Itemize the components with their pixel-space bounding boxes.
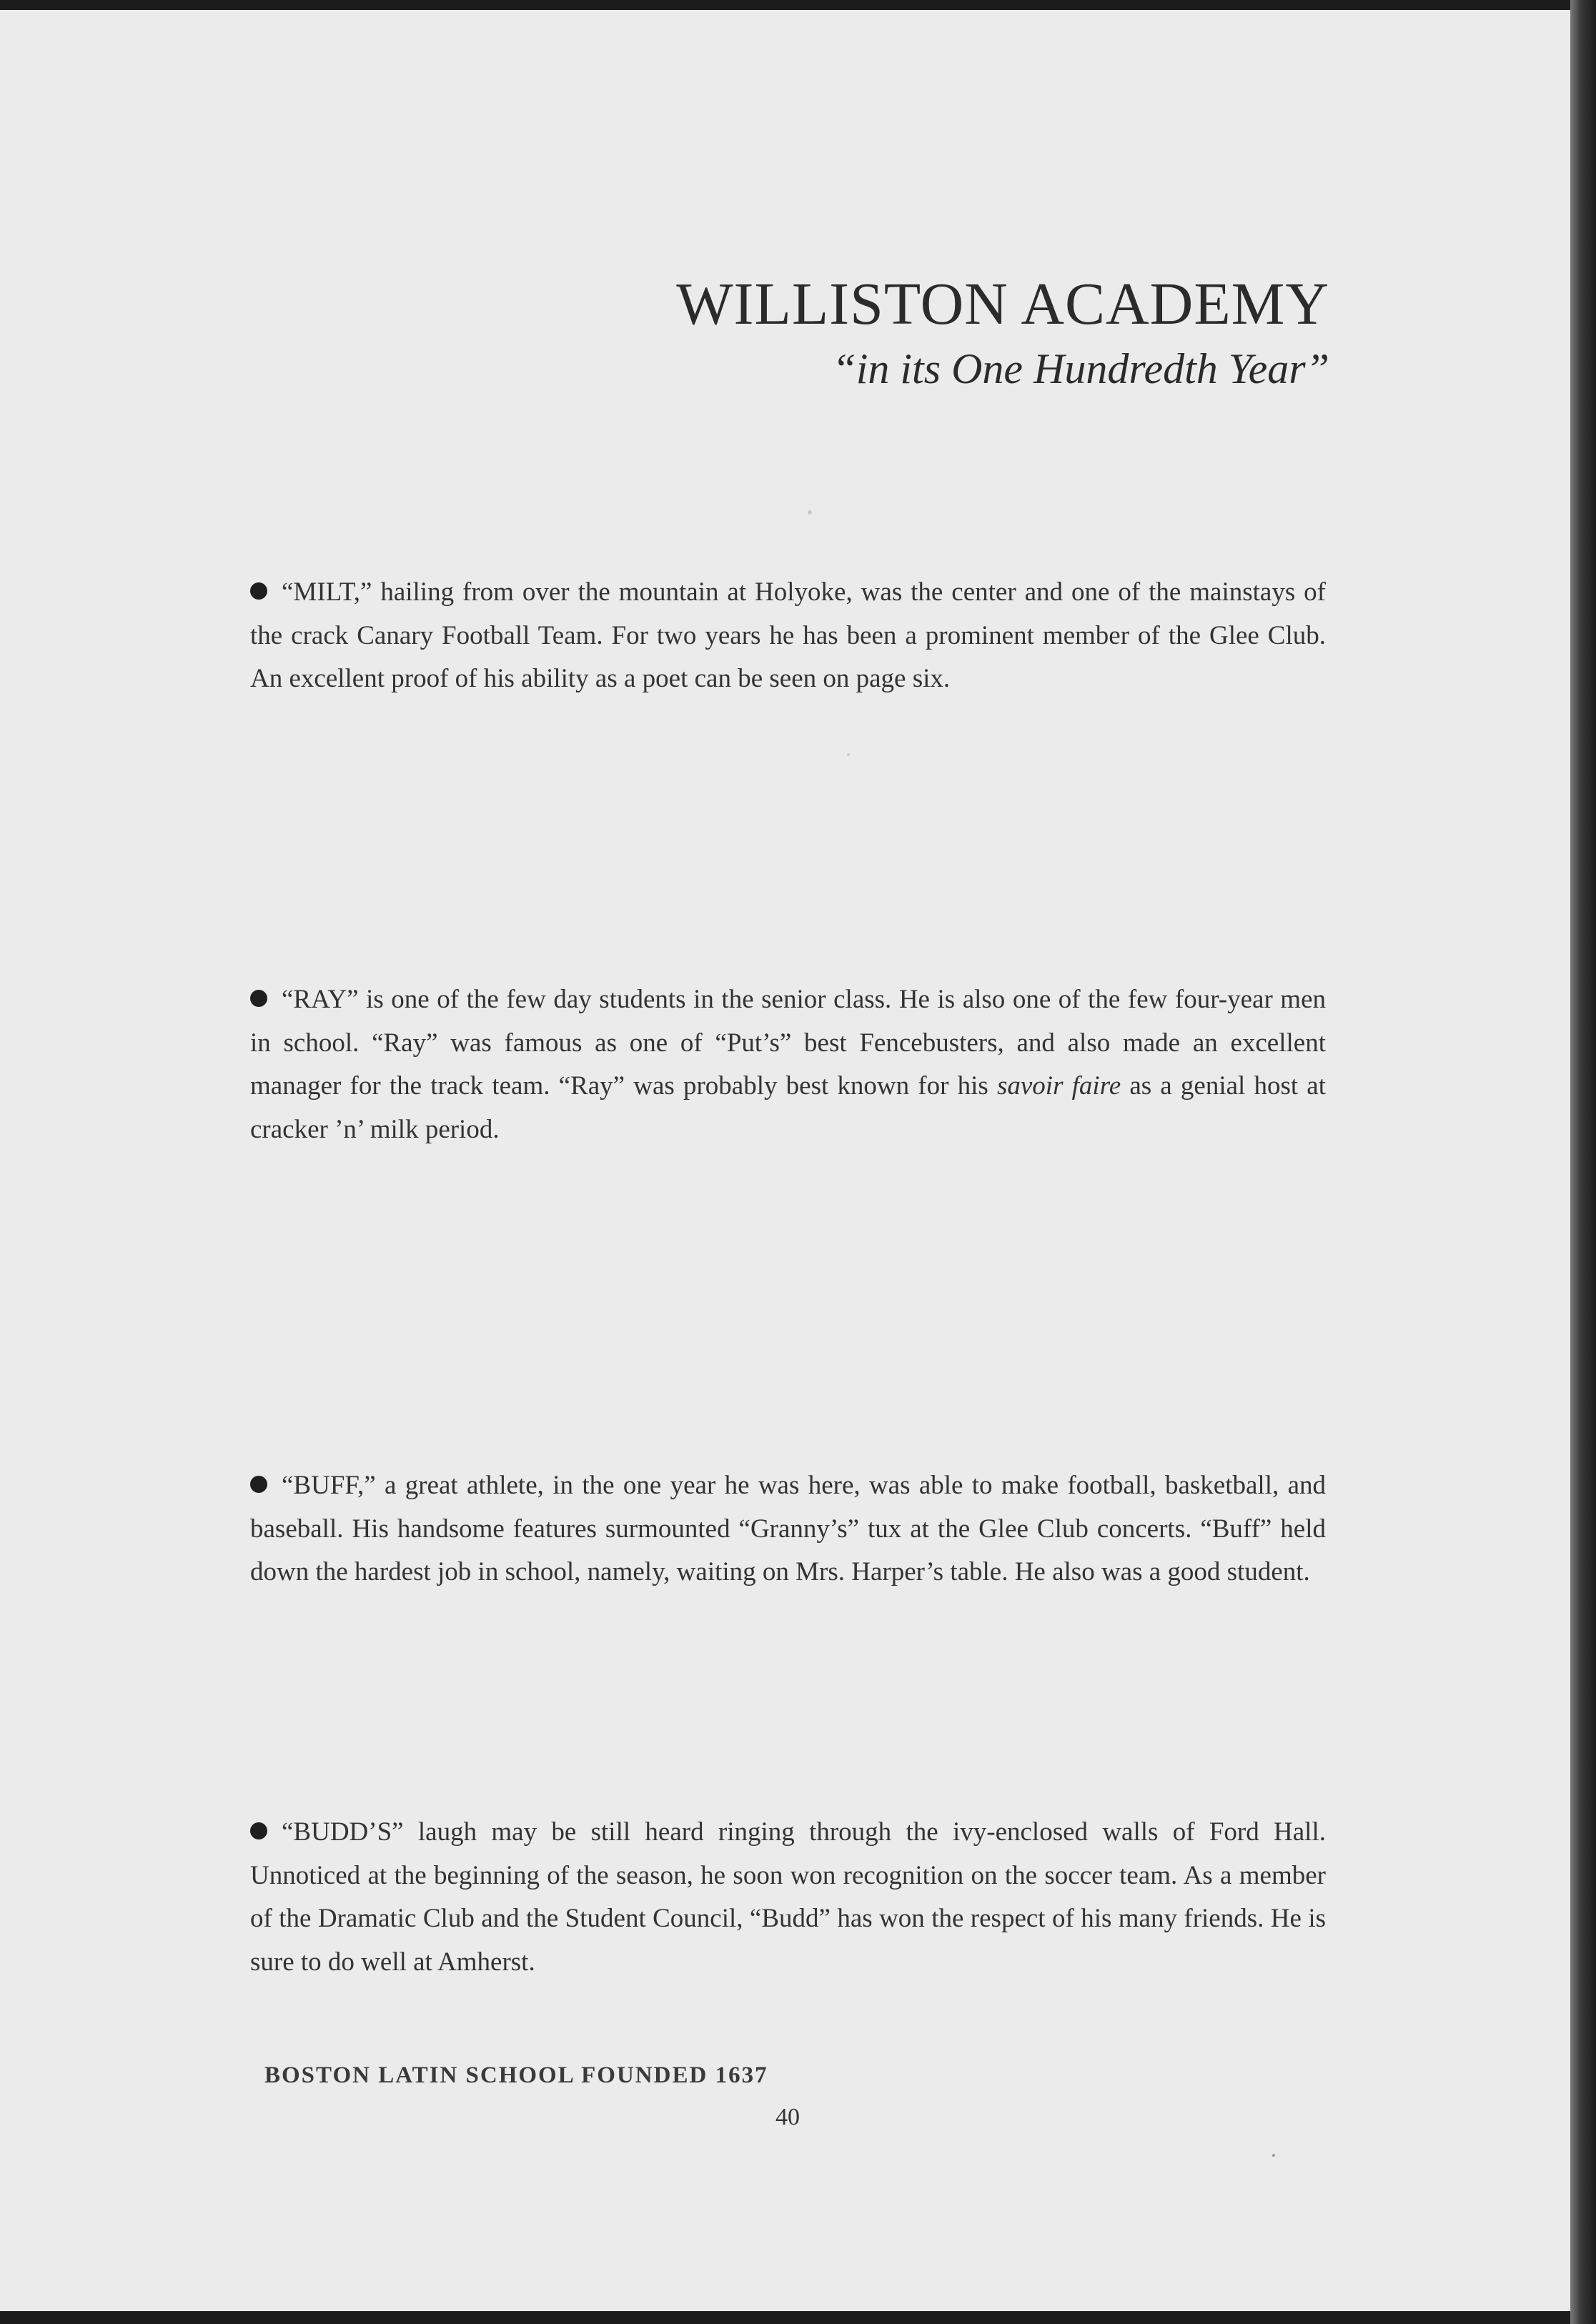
bio-entry-milt [250,571,1326,701]
paper-speck [1272,2154,1275,2157]
page-header [676,271,1329,392]
footer-school-line: BOSTON LATIN SCHOOL FOUNDED 1637 [264,2062,768,2088]
bullet-icon [250,582,267,600]
paper-speck [847,753,850,756]
page-title: WILLISTON ACADEMY [676,271,1329,337]
bio-text: “RAY” is one of the few day students in the senior class. He is also one of the few four-year men in school. “Ray” was famous as one of “Put’s” best Fencebusters, and also made an excellent manager for the track team. “Ray” was probably best known for his [250,985,1326,1101]
book-spine-edge [1570,0,1596,2324]
bullet-icon [250,990,267,1007]
bio-entry-budd [250,1811,1326,1984]
bio-text: “BUFF,” a great athlete, in the one year he was here, was able to make football, basketball, and baseball. His handsome features surmounted “Granny’s” tux at the Glee Club concerts. “Buff” held down the hardest job in school, namely, waiting on Mrs. Harper’s table. He also was a good student. [250,1471,1326,1586]
bio-text: “MILT,” hailing from over the mountain at Holyoke, was the center and one of the mainstays of the crack Canary Football Team. For two years he has been a prominent member of the Glee Club. An excellent proof of his ability as a poet can be seen on page six. [250,577,1326,693]
bio-entry-ray [250,978,1326,1151]
bio-text: as a genial host at cracker ’n’ milk period. [250,1071,1327,1144]
bullet-icon [250,1822,267,1839]
bio-text-italic: savoir faire [996,1071,1121,1101]
yearbook-page [0,10,1572,2311]
page-number: 40 [775,2104,800,2130]
bio-entry-buff [250,1464,1326,1594]
bullet-icon [250,1476,267,1493]
paper-speck [808,510,812,515]
page-subtitle: “in its One Hundredth Year” [832,345,1329,392]
bio-text: “BUDD’S” laugh may be still heard ringing through the ivy-enclosed walls of Ford Hall. Unnoticed at the beginning of the season, he soon won recognition on the soccer team. As a member of the Dramatic Club and the Student Council, “Budd” has won the respect of his many friends. He is sure to do well at Amherst. [250,1817,1326,1977]
